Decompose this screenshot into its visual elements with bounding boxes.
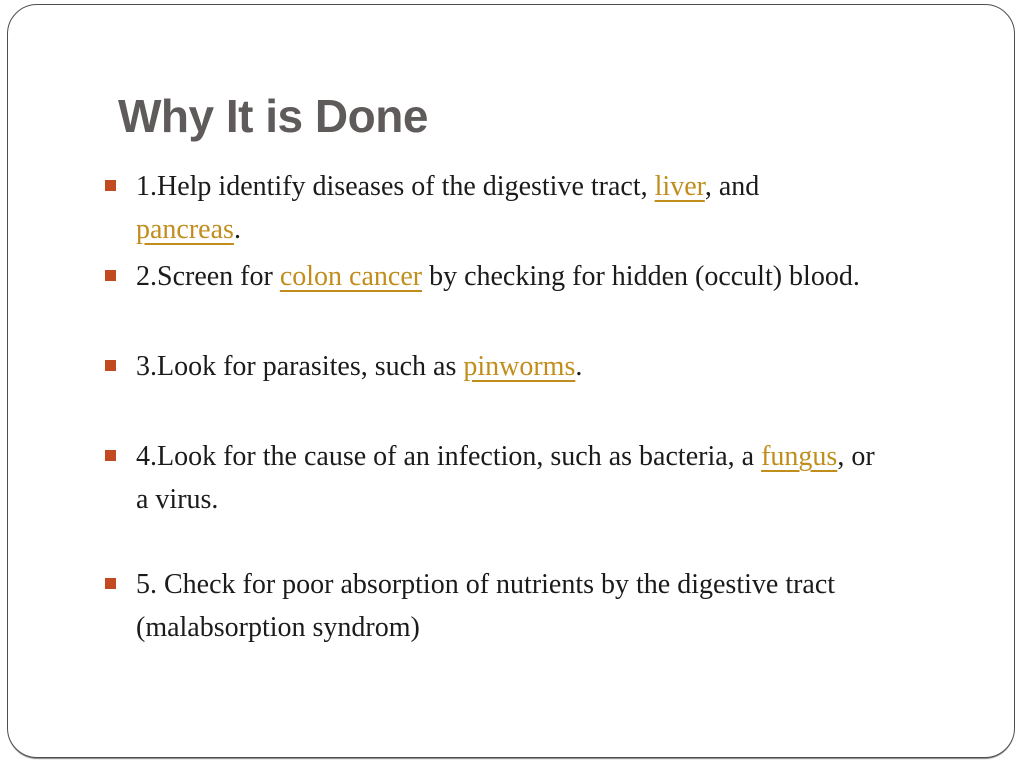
- bullet-square-icon: [105, 450, 116, 461]
- text-segment: 1.Help identify diseases of the digestive tract,: [136, 171, 655, 202]
- text-segment: by checking for hidden (occult) blood.: [422, 261, 860, 292]
- text-segment: a virus.: [136, 484, 219, 515]
- bullet-first-line: [104, 255, 984, 298]
- link-liver[interactable]: liver: [654, 171, 705, 202]
- line-text: [136, 612, 420, 643]
- bullet-continuation-line: [104, 208, 984, 251]
- bullet-item-4: [104, 435, 984, 521]
- bullet-square-icon: [105, 270, 116, 281]
- text-segment: 5. Check for poor absorption of nutrients by the digestive tract: [136, 569, 836, 600]
- bullet-square-icon: [105, 180, 116, 191]
- bullet-item-1: [104, 165, 984, 251]
- bullet-first-line: [104, 345, 984, 388]
- link-pinworms[interactable]: pinworms: [463, 351, 576, 382]
- text-segment: .: [575, 351, 583, 382]
- text-segment: , and: [704, 171, 760, 202]
- bullet-first-line: [104, 435, 984, 478]
- line-text: [136, 214, 241, 245]
- text-segment: , or: [837, 441, 875, 472]
- line-text: [136, 351, 582, 382]
- text-segment: 3.Look for parasites, such as: [136, 351, 464, 382]
- line-text: [136, 261, 860, 292]
- bullet-continuation-line: [104, 606, 984, 649]
- bullet-item-5: [104, 563, 984, 649]
- slide-frame: [7, 4, 1015, 758]
- bullet-square-icon: [105, 360, 116, 371]
- text-segment: .: [233, 214, 241, 245]
- bullet-first-line: [104, 563, 984, 606]
- text-segment: (malabsorption syndrom): [136, 612, 420, 643]
- link-fungus[interactable]: fungus: [761, 441, 838, 472]
- line-text: [136, 441, 875, 472]
- bullet-list: [104, 165, 984, 649]
- text-segment: 2.Screen for: [136, 261, 280, 292]
- link-colon-cancer[interactable]: colon cancer: [279, 261, 423, 292]
- text-segment: 4.Look for the cause of an infection, such as bacteria, a: [136, 441, 762, 472]
- link-pancreas[interactable]: pancreas: [136, 214, 234, 245]
- page-title: Why It is Done: [118, 90, 428, 142]
- line-text: [136, 171, 759, 202]
- bullet-continuation-line: [104, 478, 984, 521]
- bullet-item-3: [104, 345, 984, 388]
- line-text: [136, 484, 218, 515]
- bullet-item-2: [104, 255, 984, 298]
- bullet-first-line: [104, 165, 984, 208]
- bullet-square-icon: [105, 578, 116, 589]
- line-text: [136, 569, 835, 600]
